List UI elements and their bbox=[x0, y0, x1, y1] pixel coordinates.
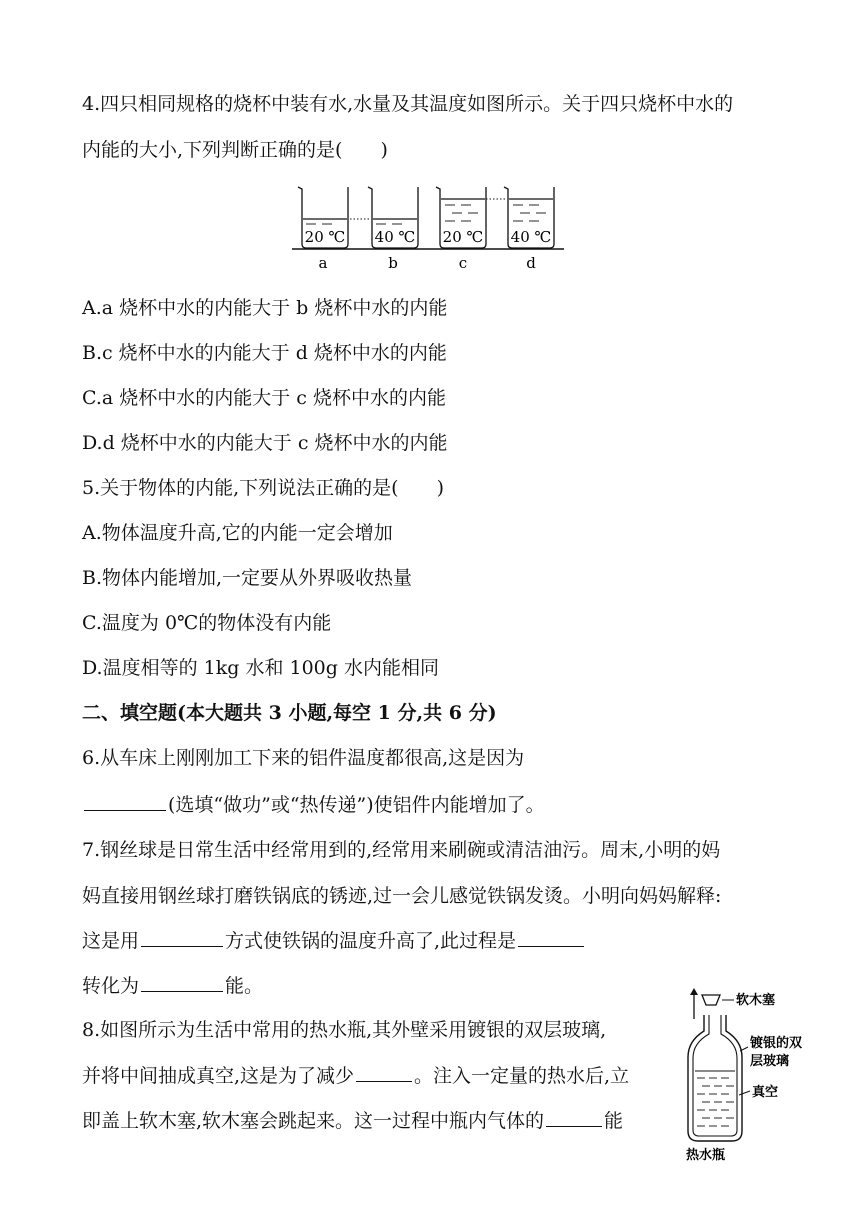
q5-option-d: D.温度相等的 1kg 水和 100g 水内能相同 bbox=[82, 657, 439, 679]
beaker-c-temp: 20 ℃ bbox=[442, 228, 484, 246]
beakers-figure bbox=[290, 182, 566, 274]
q4-stem-line1: 4.四只相同规格的烧杯中装有水,水量及其温度如图所示。关于四只烧杯中水的 bbox=[82, 93, 734, 115]
q7-stem-line2: 妈直接用钢丝球打磨铁锅底的锈迹,过一会儿感觉铁锅发烫。小明向妈妈解释: bbox=[82, 885, 722, 907]
q5-stem: 5.关于物体的内能,下列说法正确的是( ) bbox=[82, 477, 444, 499]
q6-stem-line2: (选填“做功”或“热传递”)使铝件内能增加了。 bbox=[82, 792, 545, 817]
q8-blank-1[interactable] bbox=[356, 1063, 412, 1082]
cork-icon bbox=[702, 995, 720, 1005]
beaker-c-label: c bbox=[458, 254, 468, 272]
q7-stem-line4: 转化为 能。 bbox=[82, 975, 264, 997]
q4-option-c: C.a 烧杯中水的内能大于 c 烧杯中水的内能 bbox=[82, 387, 446, 409]
label-cork: 软木塞 bbox=[736, 993, 776, 1008]
q5-option-a: A.物体温度升高,它的内能一定会增加 bbox=[82, 522, 393, 544]
q4-stem-line2: 内能的大小,下列判断正确的是( ) bbox=[82, 139, 388, 161]
beaker-a-label: a bbox=[318, 254, 328, 272]
q8-stem-line2: 并将中间抽成真空,这是为了减少 。注入一定量的热水后,立 bbox=[82, 1065, 630, 1087]
q5-option-b: B.物体内能增加,一定要从外界吸收热量 bbox=[82, 567, 413, 589]
q4-option-a: A.a 烧杯中水的内能大于 b 烧杯中水的内能 bbox=[82, 297, 448, 319]
q5-option-c: C.温度为 0℃的物体没有内能 bbox=[82, 612, 332, 634]
q7-blank-1[interactable] bbox=[141, 928, 223, 947]
q4-option-d: D.d 烧杯中水的内能大于 c 烧杯中水的内能 bbox=[82, 432, 448, 454]
beaker-d bbox=[504, 187, 554, 272]
q4-option-b: B.c 烧杯中水的内能大于 d 烧杯中水的内能 bbox=[82, 342, 447, 364]
q6-blank-1[interactable] bbox=[84, 792, 166, 811]
q8-stem-line3: 即盖上软木塞,软木塞会跳起来。这一过程中瓶内气体的 能 bbox=[82, 1110, 624, 1132]
section-title: 二、填空题(本大题共 3 小题,每空 1 分,共 6 分) bbox=[82, 702, 497, 724]
q8-blank-2[interactable] bbox=[546, 1108, 602, 1127]
thermos-caption: 热水瓶 bbox=[686, 1148, 726, 1163]
thermos-figure bbox=[678, 985, 808, 1165]
beaker-c bbox=[436, 187, 486, 272]
q7-blank-2[interactable] bbox=[518, 928, 584, 947]
beaker-b-label: b bbox=[388, 254, 398, 272]
q6-stem-line1: 6.从车床上刚刚加工下来的铝件温度都很高,这是因为 bbox=[82, 747, 525, 769]
label-vacuum: 真空 bbox=[752, 1085, 779, 1100]
label-glass-1: 镀银的双 bbox=[750, 1036, 803, 1051]
beaker-a bbox=[298, 187, 348, 272]
label-glass-2: 层玻璃 bbox=[750, 1054, 790, 1069]
beaker-b-temp: 40 ℃ bbox=[374, 228, 416, 246]
q8-stem-line1: 8.如图所示为生活中常用的热水瓶,其外壁采用镀银的双层玻璃, bbox=[82, 1019, 607, 1041]
beaker-a-temp: 20 ℃ bbox=[304, 228, 346, 246]
q7-stem-line3: 这是用 方式使铁锅的温度升高了,此过程是 bbox=[82, 928, 586, 953]
q7-stem-line1: 7.钢丝球是日常生活中经常用到的,经常用来刷碗或清洁油污。周末,小明的妈 bbox=[82, 839, 721, 861]
beaker-d-label: d bbox=[526, 254, 536, 272]
q7-blank-3[interactable] bbox=[141, 973, 223, 992]
beaker-b bbox=[368, 187, 418, 272]
beaker-d-temp: 40 ℃ bbox=[510, 228, 552, 246]
